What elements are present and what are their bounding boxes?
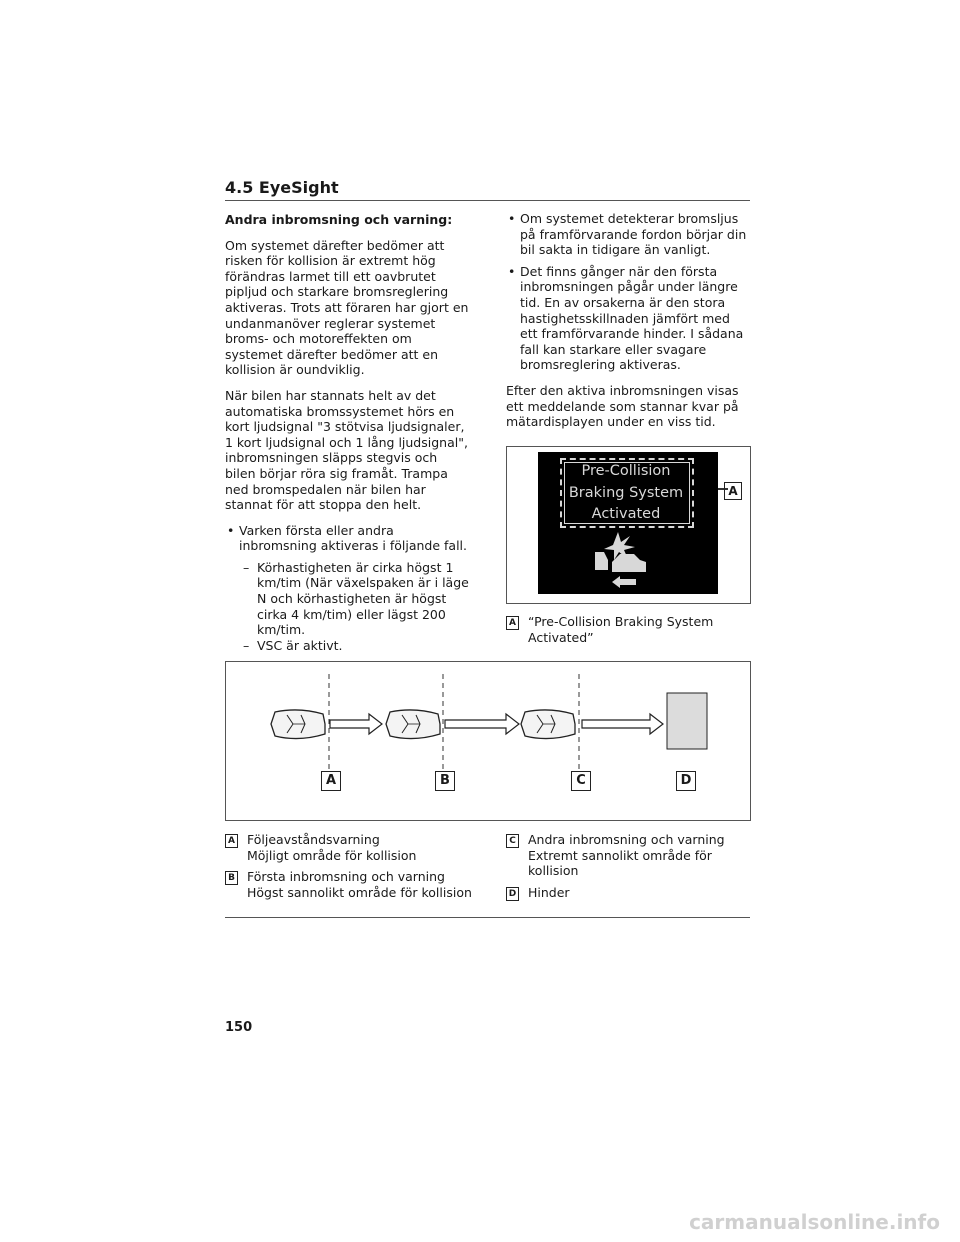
bullet-icon: • xyxy=(508,211,516,226)
display-line: Pre-Collision xyxy=(581,463,671,479)
bullet-icon: • xyxy=(227,522,235,538)
legend-title: Andra inbromsning och varning xyxy=(528,832,725,847)
paragraph: Om systemet därefter bedömer att risken för kollision är extremt hög förändras larmet till ett oavbrutet pipljud och starkare bromsreglering aktiveras. Trots att föraren har gjort en undanmanöver reglerar systemet broms- och motoreffekten om systemet därefter bedömer att en kollision är oundviklig. xyxy=(225,237,469,378)
legend-item xyxy=(225,832,485,863)
collision-icon xyxy=(590,530,670,590)
legend-title: Följeavståndsvarning xyxy=(247,832,380,847)
section-title: 4.5 EyeSight xyxy=(225,178,339,197)
legend-item xyxy=(506,885,750,901)
label-tag: A xyxy=(225,834,238,848)
diagram-graphic xyxy=(226,662,750,820)
left-column xyxy=(225,212,470,653)
footer-divider xyxy=(225,917,750,918)
label-tag: A xyxy=(506,616,519,630)
zone-label: A xyxy=(321,771,341,791)
subheading: Andra inbromsning och varning: xyxy=(225,212,453,227)
sub-text: VSC är aktivt. xyxy=(257,637,343,653)
section-divider xyxy=(225,200,750,201)
bullet-text: Det finns gånger när den första inbromsningen pågår under längre tid. En av orsakerna är den stora hastighetsskillnaden jämfört med ett framförvarande hinder. I sådana fall kan starkare eller svagare bromsreglering aktiveras. xyxy=(520,263,744,373)
legend-left xyxy=(225,832,485,900)
car-icon xyxy=(521,710,575,739)
display-line: Activated xyxy=(591,506,661,522)
bullet-text: Varken första eller andra inbromsning aktiveras i följande fall. xyxy=(239,522,468,554)
display-line: Braking System xyxy=(568,484,684,501)
distance-diagram xyxy=(225,661,751,821)
paragraph: När bilen har stannats helt av det automatiska bromssystemet hörs en kort ljudsignal "3 stötvisa ljudsignaler, 1 kort ljudsignal och 1 lång ljudsignal", inbromsningen släpps stegvis och bilen börjar röra sig framåt. Trampa ned bromspedalen när bilen har stannat för att stoppa den helt. xyxy=(225,387,468,513)
zone-label: C xyxy=(571,771,591,791)
display-message xyxy=(556,461,696,526)
legend-desc: kollision xyxy=(528,863,579,879)
legend-desc: Extremt sannolikt område för xyxy=(528,847,712,863)
meter-display xyxy=(538,452,718,594)
bullet-item xyxy=(506,264,750,373)
callout-label: A xyxy=(724,482,742,500)
display-illustration xyxy=(506,446,751,604)
car-icon xyxy=(386,710,440,739)
bullet-text: Om systemet detekterar bromsljus på framförvarande fordon börjar din bil sakta in tidigare än vanligt. xyxy=(520,211,747,258)
display-caption xyxy=(506,614,768,645)
dash-icon: – xyxy=(243,637,250,653)
legend-title: Första inbromsning och varning xyxy=(247,869,445,885)
bullet-icon: • xyxy=(508,263,516,279)
zone-label: B xyxy=(435,771,455,791)
page-number: 150 xyxy=(225,1020,253,1035)
car-icon xyxy=(271,710,325,739)
sub-item xyxy=(243,638,470,654)
bullet-item xyxy=(225,523,470,554)
dash-icon: – xyxy=(243,559,250,575)
label-tag: B xyxy=(225,871,238,885)
caption-text: “Pre-Collision Braking System Activated” xyxy=(528,614,714,645)
label-tag: C xyxy=(506,834,519,848)
watermark: carmanualsonline.info xyxy=(689,1210,940,1234)
zone-label: D xyxy=(676,771,696,791)
legend-item xyxy=(225,869,485,900)
label-tag: D xyxy=(506,887,519,901)
legend-desc: Möjligt område för kollision xyxy=(247,847,417,863)
legend-right xyxy=(506,832,750,900)
right-column xyxy=(506,211,750,440)
paragraph: Efter den aktiva inbromsningen visas ett meddelande som stannar kvar på mätardisplayen under en viss tid. xyxy=(506,382,739,430)
legend-title: Hinder xyxy=(528,884,570,900)
bullet-item xyxy=(506,211,750,258)
legend-item xyxy=(506,832,750,879)
sub-text: Körhastigheten är cirka högst 1 km/tim (När växelspaken är i läge N och körhastigheten är högst cirka 4 km/tim) eller lägst 200 km/tim. xyxy=(257,559,469,638)
sub-item xyxy=(243,560,470,638)
legend-desc: Högst sannolikt område för kollision xyxy=(247,884,472,900)
